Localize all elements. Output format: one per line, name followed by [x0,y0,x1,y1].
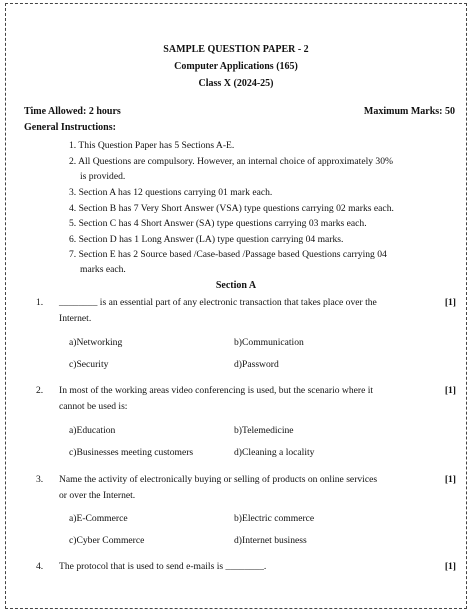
question-number: 3. [36,474,44,485]
option-a: a)Education [69,425,116,436]
question-text-continuation: Internet. [59,313,92,324]
question-text-continuation: cannot be used is: [59,401,128,412]
time-allowed: Time Allowed: 2 hours [24,106,121,117]
instruction-item-continuation: is provided. [80,171,126,182]
instruction-item: 5. Section C has 4 Short Answer (SA) type questions carrying 03 marks each. [69,218,367,229]
instruction-item: 1. This Question Paper has 5 Sections A-E. [69,140,235,151]
section-heading: Section A [215,280,257,291]
question-number: 4. [36,561,44,572]
option-c: c)Businesses meeting customers [69,447,194,458]
option-b: b)Electric commerce [234,513,315,524]
question-marks: [1] [444,385,456,396]
option-c: c)Cyber Commerce [69,535,145,546]
instructions-heading: General Instructions: [24,122,116,133]
option-d: d)Cleaning a locality [234,447,315,458]
instruction-item: 4. Section B has 7 Very Short Answer (VSA) type questions carrying 02 marks each. [69,203,394,214]
option-b: b)Communication [234,337,304,348]
paper-class: Class X (2024-25) [198,78,274,89]
question-paper-page [5,3,467,609]
question-number: 1. [36,297,44,308]
option-c: c)Security [69,359,109,370]
maximum-marks: Maximum Marks: 50 [363,106,455,117]
question-marks: [1] [444,474,456,485]
option-a: a)Networking [69,337,123,348]
instruction-item-continuation: marks each. [80,264,126,275]
question-text: Name the activity of electronically buying or selling of products on online services [59,474,378,485]
option-d: d)Internet business [234,535,307,546]
question-marks: [1] [444,561,456,572]
question-text: In most of the working areas video conferencing is used, but the scenario where it [59,385,374,396]
instruction-item: 2. All Questions are compulsory. However, an internal choice of approximately 30% [69,156,394,167]
question-text: ________ is an essential part of any electronic transaction that takes place over the [59,297,377,308]
paper-subject: Computer Applications (165) [174,61,298,72]
paper-title: SAMPLE QUESTION PAPER - 2 [163,44,309,55]
question-text-continuation: or over the Internet. [59,490,136,501]
question-text: The protocol that is used to send e-mails is ________. [59,561,267,572]
instruction-item: 3. Section A has 12 questions carrying 01 mark each. [69,187,273,198]
question-number: 2. [36,385,44,396]
question-marks: [1] [444,297,456,308]
instruction-item: 7. Section E has 2 Source based /Case-based /Passage based Questions carrying 04 [69,249,387,260]
option-d: d)Password [234,359,279,370]
option-b: b)Telemedicine [234,425,294,436]
option-a: a)E-Commerce [69,513,128,524]
instruction-item: 6. Section D has 1 Long Answer (LA) type question carrying 04 marks. [69,234,344,245]
